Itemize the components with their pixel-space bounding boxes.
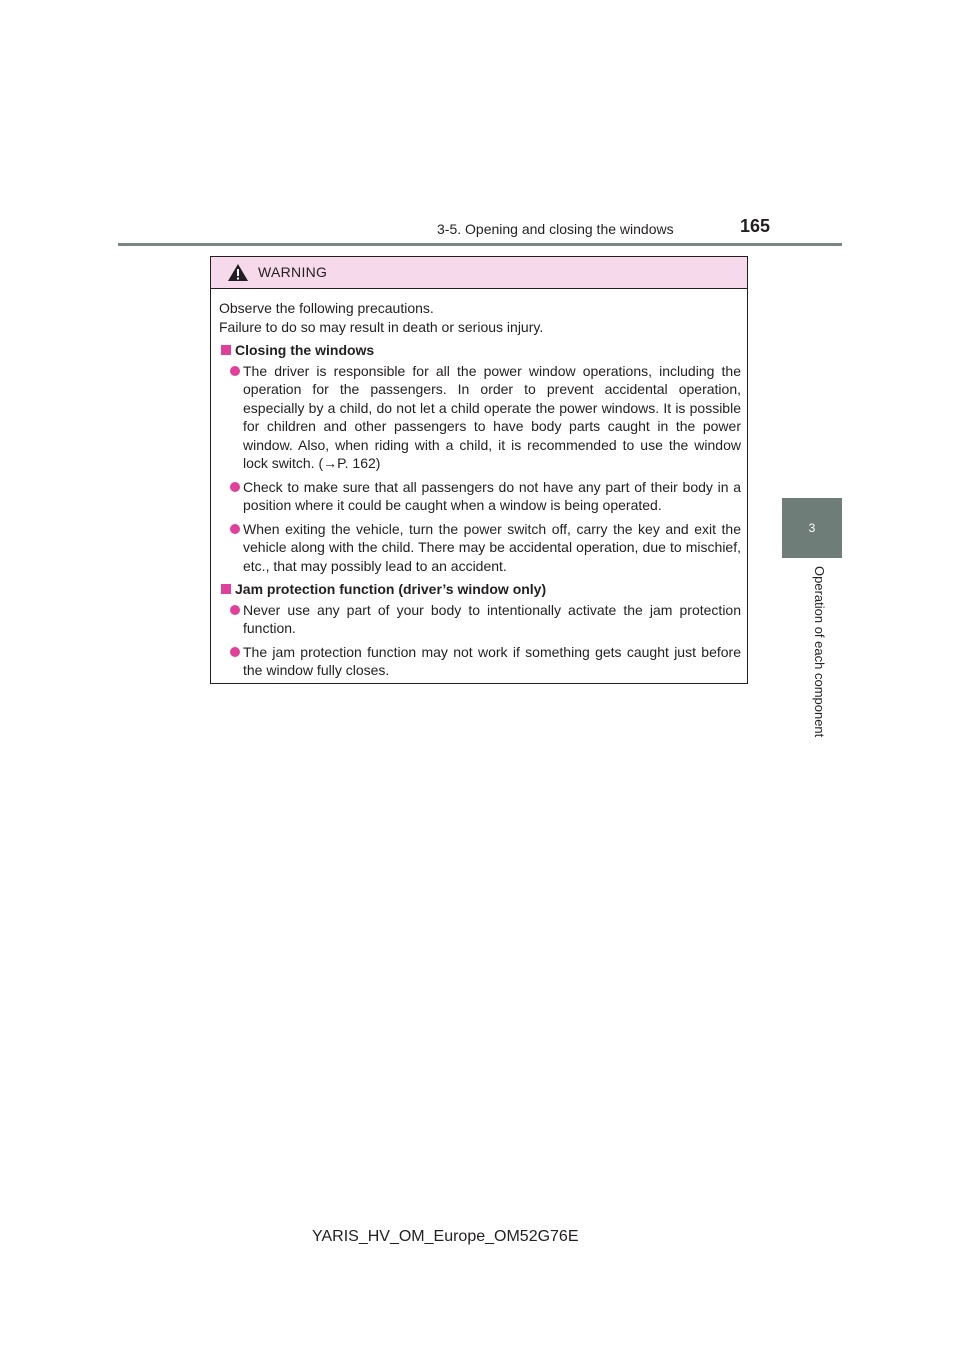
warning-body xyxy=(211,289,747,680)
list-item xyxy=(219,362,741,473)
list-item xyxy=(219,601,741,638)
list-item xyxy=(219,478,741,515)
section-heading-jam-protection xyxy=(219,580,741,599)
document-id: YARIS_HV_OM_Europe_OM52G76E xyxy=(312,1228,579,1245)
warning-box xyxy=(210,256,748,684)
section-heading-closing-windows xyxy=(219,341,741,360)
bullet-list xyxy=(219,362,741,576)
list-item-text: When exiting the vehicle, turn the power switch off, carry the key and exit the vehicle along with the child. There may be accidental operation, due to mischief, etc., that may possibly lead to an accident. xyxy=(243,520,741,574)
page-number: 165 xyxy=(740,216,771,236)
warning-triangle-icon xyxy=(227,263,249,282)
bullet-dot-icon xyxy=(230,524,240,534)
section-heading-text: Jam protection function (driver’s window only) xyxy=(235,581,547,597)
bullet-dot-icon xyxy=(230,366,240,376)
list-item xyxy=(219,520,741,576)
section-title: 3-5. Opening and closing the windows xyxy=(437,221,674,237)
warning-header xyxy=(211,257,747,289)
list-item xyxy=(219,643,741,680)
intro-line: Failure to do so may result in death or serious injury. xyxy=(219,318,544,335)
list-item-text: Check to make sure that all passengers do not have any part of their body in a position where it could be caught when a window is being operated. xyxy=(243,478,741,513)
square-bullet-icon xyxy=(221,584,231,594)
bullet-list xyxy=(219,601,741,680)
list-item-text: The jam protection function may not work if something gets caught just before the window fully closes. xyxy=(243,643,741,678)
warning-title: WARNING xyxy=(258,264,328,280)
intro-line: Observe the following precautions. xyxy=(219,300,434,316)
bullet-dot-icon xyxy=(230,605,240,615)
bullet-dot-icon xyxy=(230,482,240,492)
warning-intro xyxy=(219,299,741,336)
square-bullet-icon xyxy=(221,345,231,355)
section-heading-text: Closing the windows xyxy=(235,342,375,358)
list-item-text: Never use any part of your body to intentionally activate the jam protection function. xyxy=(243,601,741,636)
chapter-label: Operation of each component xyxy=(812,566,827,738)
header-rule xyxy=(118,243,842,246)
bullet-dot-icon xyxy=(230,647,240,657)
list-item-text: The driver is responsible for all the power window operations, including the operation for the passengers. In order to prevent accidental operation, especially by a child, do not let a child operate the power windows. It is possible for children and other passengers to have body parts caught in the power window. Also, when riding with a child, it is recommended to use the window lock switch. (→P. 162) xyxy=(243,362,741,471)
chapter-number: 3 xyxy=(808,521,816,535)
